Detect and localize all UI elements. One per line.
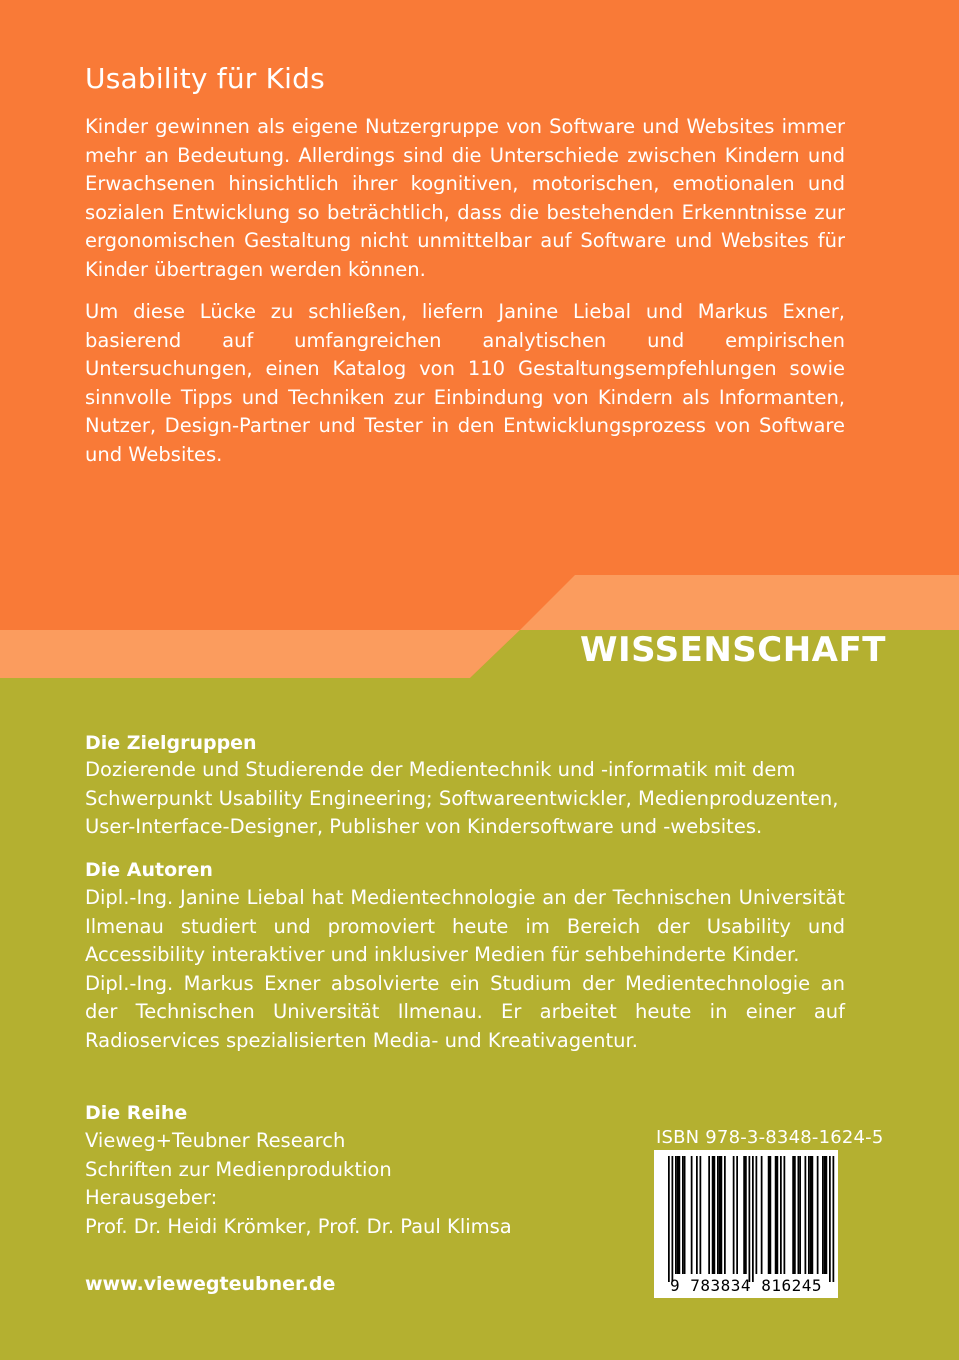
barcode-bar — [675, 1156, 677, 1274]
zielgruppen-text: Dozierende und Studierende der Medientechnik und -informatik mit dem Schwerpunkt Usability Engineering; Softwareentwickler, Medienproduzenten, User-Interface-Designer, Publisher von Kindersoftware und -websites. — [85, 758, 839, 839]
barcode-bar — [768, 1156, 770, 1274]
series-label: WISSENSCHAFT — [580, 630, 886, 670]
barcode-bar — [777, 1156, 779, 1274]
barcode-bar — [672, 1156, 674, 1282]
barcode-bar — [721, 1156, 723, 1274]
description-paragraph-2: Um diese Lücke zu schließen, liefern Janine Liebal und Markus Exner, basierend auf umfangreichen analytischen und empirischen Untersuchungen, einen Katalog von 110 Gestaltungsempfehlungen sowie sinnvolle Tipps und Techniken zur Einbindung von Kindern als Informanten, Nutzer, Design-Partner und Tester in den Entwicklungsprozess von Software und Websites. — [85, 300, 845, 466]
barcode-bar — [717, 1156, 719, 1274]
barcode-bar — [775, 1156, 777, 1274]
reihe-heading: Die Reihe — [85, 1102, 188, 1124]
autoren-text — [85, 884, 845, 1056]
barcode-digits: 9 783834 816245 — [670, 1276, 822, 1295]
barcode-bar — [724, 1156, 726, 1274]
autoren-heading: Die Autoren — [85, 859, 213, 881]
barcode-bar — [808, 1156, 810, 1274]
barcode-bar — [829, 1156, 831, 1282]
barcode-bar — [826, 1156, 828, 1274]
reihe-line-4: Prof. Dr. Heidi Krömker, Prof. Dr. Paul Klimsa — [85, 1214, 512, 1238]
barcode-bar — [736, 1156, 738, 1274]
barcode-bar — [792, 1156, 794, 1274]
description-paragraph-1: Kinder gewinnen als eigene Nutzergruppe von Software und Websites immer mehr an Bedeutung. Allerdings sind die Unterschiede zwischen Kindern und Erwachsenen hinsichtlich ihrer kognitiven, motorischen, emotionalen und sozialen Entwicklung so beträchtlich, dass die bestehenden Erkenntnisse zur ergonomischen Gestaltung nicht unmittelbar auf Software und Websites für Kinder übertragen werden können. — [85, 115, 845, 281]
barcode-bar — [810, 1156, 812, 1274]
barcode-bar — [798, 1156, 800, 1274]
barcode-bar — [770, 1156, 772, 1274]
barcode-bar — [708, 1156, 710, 1274]
barcode-bar — [794, 1156, 796, 1274]
barcode-bar — [822, 1156, 824, 1274]
barcode-bar — [824, 1156, 826, 1274]
autor-exner-text: Dipl.-Ing. Markus Exner absolvierte ein Studium der Medientechnologie an der Technischen Universität Ilmenau. Er arbeitet heute in einer auf Radioservices spezialisierten Media- und Kreativagentur. — [85, 971, 845, 1052]
barcode-bar — [714, 1156, 716, 1274]
barcode-bar — [780, 1156, 782, 1274]
barcode-bar — [700, 1156, 702, 1274]
barcode-bar — [745, 1156, 747, 1274]
isbn-number: ISBN 978-3-8348-1624-5 — [656, 1127, 884, 1148]
reihe-line-2: Schriften zur Medienproduktion — [85, 1157, 392, 1181]
barcode-bar — [817, 1156, 819, 1274]
barcode-bar — [752, 1156, 754, 1282]
barcode-bar — [677, 1156, 679, 1274]
book-title: Usability für Kids — [85, 62, 325, 95]
barcode-bar — [812, 1156, 814, 1274]
reihe-line-3: Herausgeber: — [85, 1186, 218, 1210]
barcode-bar — [679, 1156, 681, 1274]
barcode-bar — [805, 1156, 807, 1274]
barcode-bar — [799, 1156, 801, 1274]
autor-liebal-text: Dipl.-Ing. Janine Liebal hat Medientechnologie an der Technischen Universität Ilmenau studiert und promoviert heute im Bereich der Usability und Accessibility interaktiver und inklusiver Medien für sehbehinderte Kinder. — [85, 886, 845, 967]
publisher-url[interactable]: www.viewegteubner.de — [85, 1273, 336, 1295]
barcode-bar — [668, 1156, 670, 1282]
barcode-bar — [691, 1156, 693, 1274]
reihe-text — [85, 1127, 605, 1241]
barcode-bar — [749, 1156, 751, 1282]
barcode-bar — [696, 1156, 698, 1274]
reihe-line-1: Vieweg+Teubner Research — [85, 1129, 346, 1152]
barcode-bar — [719, 1156, 721, 1274]
barcode-bar — [733, 1156, 735, 1274]
barcode-bar — [756, 1156, 758, 1274]
barcode-bar — [784, 1156, 786, 1274]
barcode-bar — [712, 1156, 714, 1274]
barcode-bar — [743, 1156, 745, 1274]
barcode-bar — [761, 1156, 763, 1274]
barcode — [654, 1150, 838, 1298]
barcode-bar — [682, 1156, 684, 1274]
barcode-bar — [684, 1156, 686, 1274]
barcode-bar — [833, 1156, 835, 1282]
zielgruppen-heading: Die Zielgruppen — [85, 732, 257, 754]
